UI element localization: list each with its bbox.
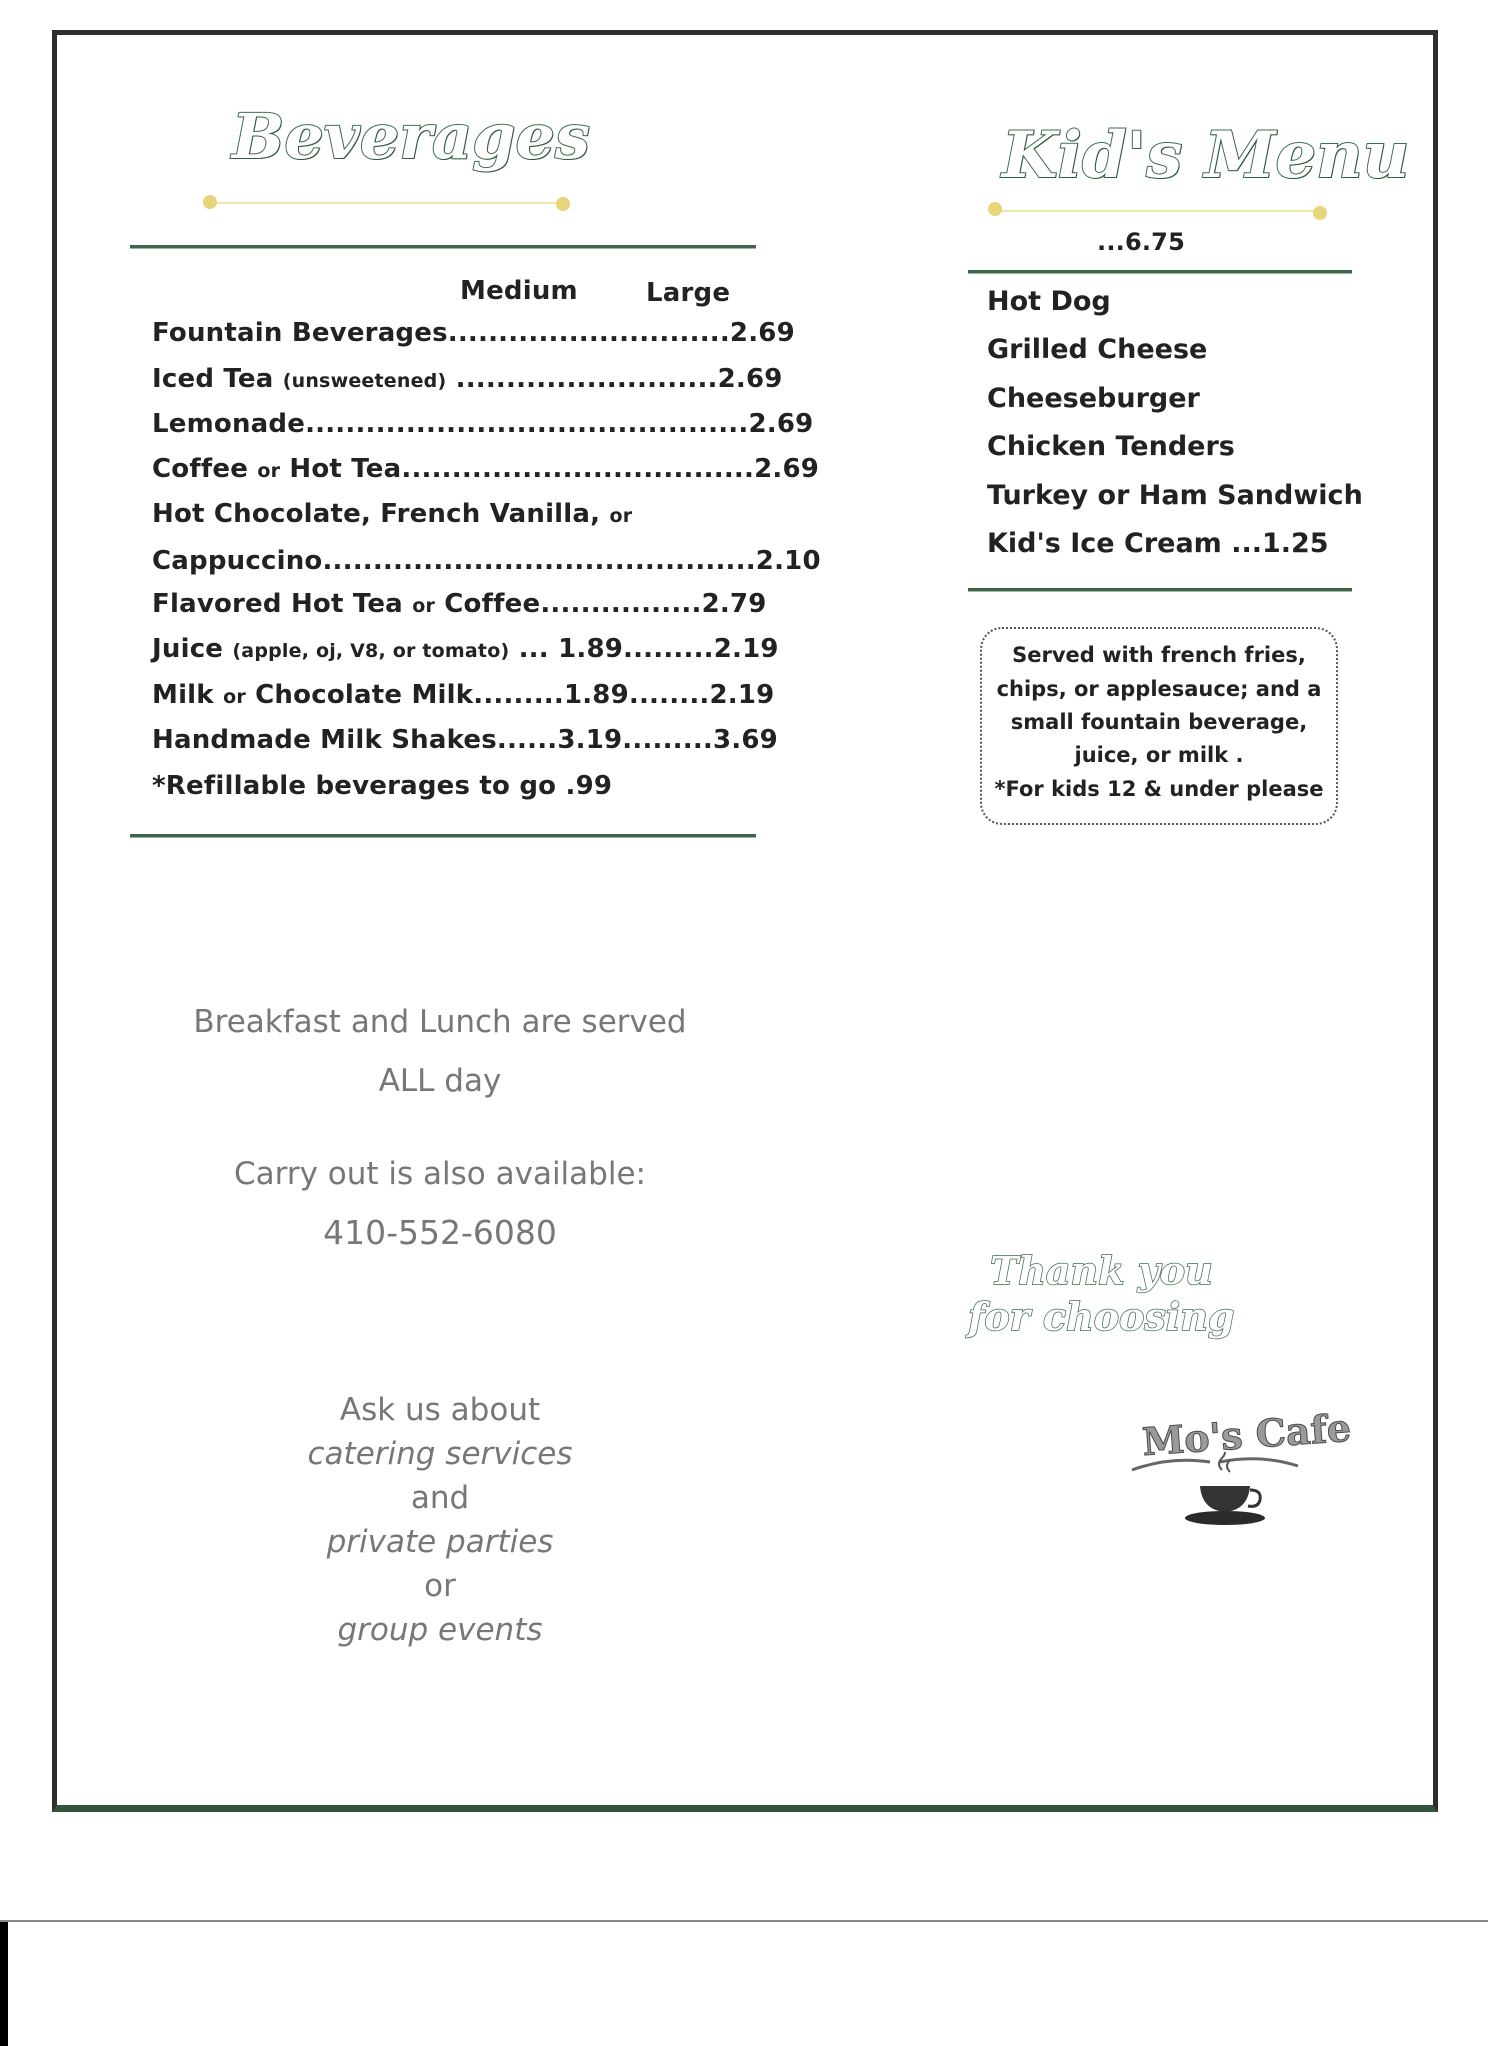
beverage-price: 2.69 [729,318,795,348]
beverage-price: 2.10 [755,546,821,576]
coffee-cup-icon [1130,1452,1300,1532]
beverage-price: 2.69 [748,409,814,439]
beverage-name: Lemonade [152,409,306,439]
beverage-item [152,680,774,710]
beverage-name-2: Hot Tea [289,454,402,484]
kids-bottom-rule [968,588,1352,592]
beverage-price: 2.69 [717,364,783,394]
logo-wordmark: Mo's Cafe [1140,1404,1353,1465]
leader-dots: .........1.89........ [473,680,710,710]
note-line: chips, or applesauce; and a [996,677,1322,701]
beverage-price: 2.79 [701,589,767,619]
and-line: and [410,1480,470,1516]
beverage-name: Hot Chocolate, French Vanilla, [152,499,601,529]
note-line: small fountain beverage, [1010,710,1308,734]
kids-item: Kid's Ice Cream ...1.25 [987,528,1329,559]
kids-ornament-line [996,210,1320,212]
events-line: group events [337,1612,543,1648]
beverage-price: 2.69 [754,454,820,484]
refill-note: *Refillable beverages to go .99 [152,771,613,801]
note-line: *For kids 12 & under please [994,777,1324,801]
beverage-note: (apple, oj, V8, or tomato) [232,640,510,662]
beverage-note: (unsweetened) [282,370,447,392]
kids-ornament-dot-left [988,202,1002,216]
beverage-conjunction: or [609,505,633,527]
beverage-name: Juice [152,634,224,664]
note-line: Served with french fries, [1012,643,1306,667]
parties-line: private parties [326,1524,554,1560]
thank-you-line-2: for choosing [968,1294,1235,1339]
beverage-item [152,499,632,529]
kids-item: Chicken Tenders [987,431,1235,462]
kids-ornament-dot-right [1313,206,1327,220]
beverage-name: Milk [152,680,214,710]
leader-dots: ................................... [401,454,755,484]
leader-dots: ... 1.89......... [518,634,714,664]
beverage-name: Fountain Beverages [152,318,448,348]
beverages-title: Beverages [232,100,590,173]
leader-dots: ......3.19......... [496,725,713,755]
leader-dots: .......................... [455,364,718,394]
kids-item: Cheeseburger [987,383,1200,414]
beverage-name: Cappuccino [152,546,323,576]
beverages-ornament-dot-left [203,195,217,209]
carry-out-line: Carry out is also available: [234,1156,646,1192]
catering-line: catering services [307,1436,573,1472]
beverage-name-2: Coffee [444,589,541,619]
beverage-name: Handmade Milk Shakes [152,725,497,755]
beverage-item [152,454,819,484]
leader-dots: ................ [540,589,702,619]
beverage-item [152,318,795,348]
beverage-name: Iced Tea [152,364,274,394]
column-large-header: Large [646,278,731,308]
kids-menu-title: Kid's Menu [1002,118,1410,193]
beverage-item [152,634,779,664]
service-hours-line-2: ALL day [378,1063,502,1099]
beverage-item [152,364,783,394]
or-line: or [424,1568,456,1604]
kids-top-rule [968,270,1352,274]
ask-line: Ask us about [339,1392,541,1428]
beverage-conjunction: or [412,595,436,617]
beverages-ornament-line [210,202,564,204]
beverage-name: Flavored Hot Tea [152,589,403,619]
beverage-name-2: Chocolate Milk [255,680,474,710]
thank-you-line: Thank you [990,1248,1213,1293]
kids-item: Hot Dog [987,286,1111,317]
beverage-item [152,725,778,755]
beverages-ornament-dot-right [556,197,570,211]
leader-dots: ............................ [447,318,730,348]
beverage-conjunction: or [257,460,281,482]
beverage-item [152,409,813,439]
leader-dots: ........................................... [322,546,756,576]
kids-menu-price: ...6.75 [1097,228,1185,256]
beverage-conjunction: or [223,686,246,708]
kids-item: Grilled Cheese [987,334,1208,365]
beverage-item [152,589,767,619]
leader-dots: ............................................ [305,409,749,439]
column-medium-header: Medium [460,276,578,306]
service-hours-line: Breakfast and Lunch are served [193,1004,687,1040]
beverage-price: 3.69 [713,725,778,755]
page-bottom-edge [0,1920,1488,1922]
beverage-item [152,546,821,576]
note-line: juice, or milk . [1074,743,1244,767]
kids-served-with-note [980,627,1338,825]
beverage-price: 2.19 [709,680,775,710]
beverage-name: Coffee [152,454,249,484]
beverages-bottom-rule [130,834,756,838]
scan-edge-mark [0,1922,8,2046]
kids-item: Turkey or Ham Sandwich [987,480,1363,511]
beverage-price: 2.19 [713,634,779,664]
phone-number: 410-552-6080 [323,1213,557,1252]
beverages-top-rule [130,245,756,249]
